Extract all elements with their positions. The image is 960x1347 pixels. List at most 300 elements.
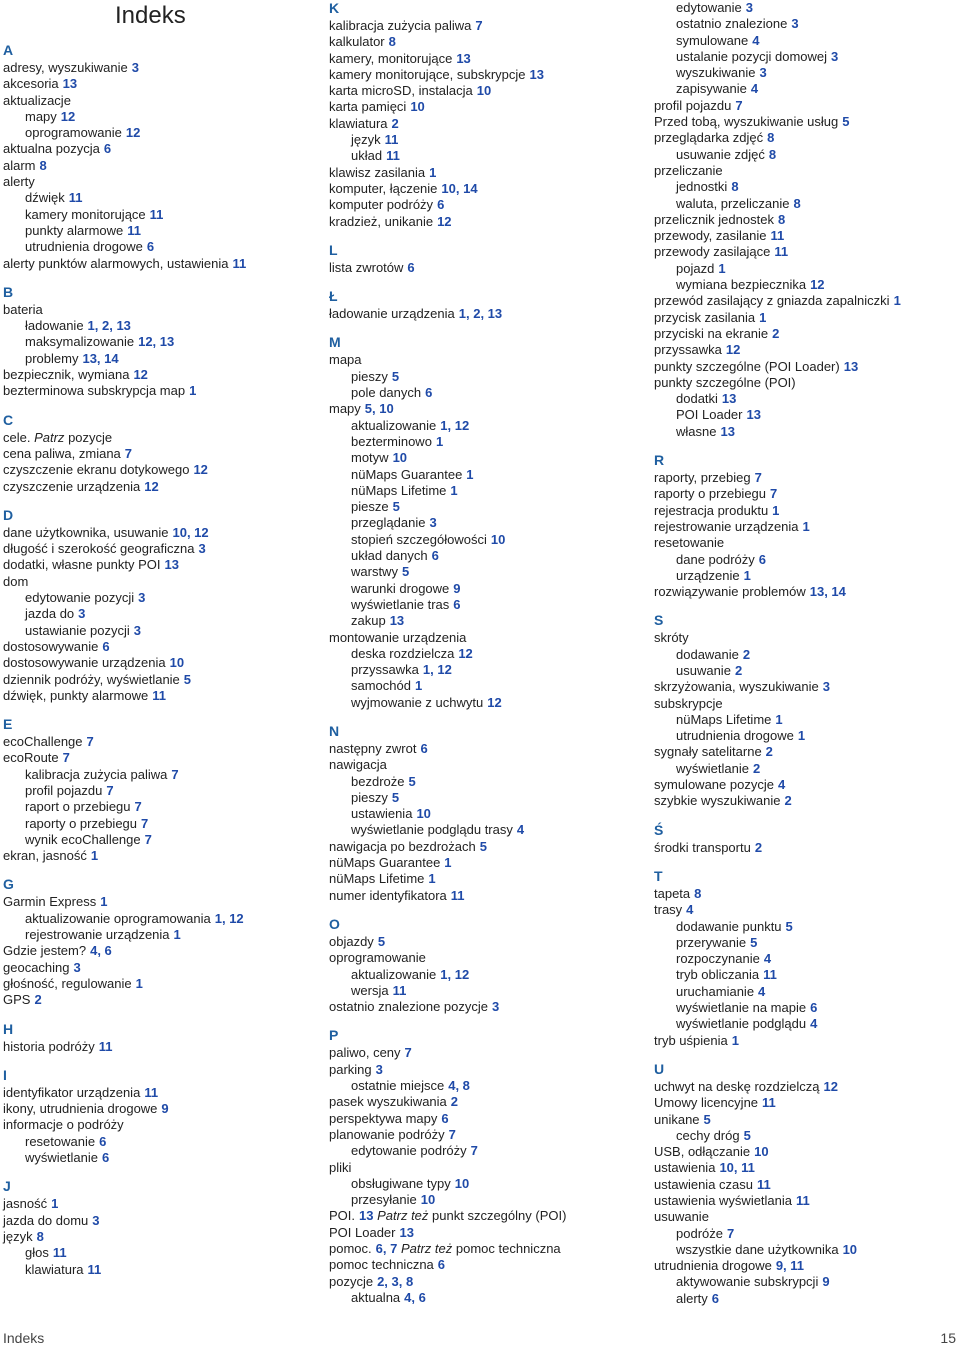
entry-page-link[interactable]: 1	[414, 678, 423, 694]
entry-term	[329, 888, 447, 903]
entry-page-link[interactable]: 4	[758, 983, 766, 999]
entry-page-link[interactable]: 1	[802, 518, 810, 534]
index-entry	[3, 672, 321, 688]
index-subentry	[654, 984, 960, 1000]
entry-page-link[interactable]: 12	[144, 478, 159, 494]
entry-page-link[interactable]: 7	[144, 831, 152, 847]
index-column-3	[654, 0, 960, 1307]
entry-page-link[interactable]: 2, 3, 8	[377, 1273, 414, 1289]
entry-page-link[interactable]: 13	[164, 557, 179, 573]
entry-page-link[interactable]: 4	[516, 822, 525, 838]
entry-term	[351, 581, 449, 596]
entry-page-link[interactable]: 2	[765, 744, 773, 760]
entry-page-link[interactable]: 3	[831, 48, 839, 64]
entry-page-link[interactable]: 6	[711, 1290, 720, 1306]
index-entry	[654, 114, 960, 130]
entry-page-link[interactable]: 4	[686, 902, 694, 918]
entry-term	[329, 999, 488, 1014]
entry-page-link[interactable]: 13	[399, 1224, 414, 1240]
entry-page-link[interactable]: 2	[742, 646, 751, 662]
entry-page-link[interactable]: 11	[762, 1095, 776, 1111]
index-entry	[654, 228, 960, 244]
entry-term-text: pomoc.	[329, 1241, 372, 1256]
entry-page-link[interactable]: 12	[823, 1078, 838, 1094]
index-entry	[3, 446, 321, 462]
entry-page-link[interactable]: 7	[106, 782, 114, 798]
entry-term	[25, 223, 123, 238]
entry-page-link[interactable]: 5	[391, 789, 400, 805]
entry-page-link[interactable]: 6	[810, 1000, 818, 1016]
entry-page-link[interactable]: 1	[435, 433, 444, 449]
entry-term	[351, 597, 449, 612]
entry-page-link[interactable]: 10	[392, 450, 408, 466]
entry-page-link[interactable]: 7	[470, 1143, 478, 1159]
entry-page-link[interactable]: 1, 12	[214, 910, 244, 926]
entry-page-link[interactable]: 7	[475, 18, 483, 33]
entry-page-link[interactable]: 1	[743, 567, 751, 583]
entry-page-link[interactable]: 3	[131, 60, 139, 75]
index-subentry	[329, 148, 647, 164]
entry-page-link[interactable]: 11	[757, 1176, 771, 1192]
entry-page-link[interactable]: 5	[703, 1111, 711, 1127]
entry-page-link[interactable]: 1	[428, 871, 436, 887]
entry-term-text: mapy	[329, 401, 361, 417]
entry-page-link[interactable]: 5	[183, 671, 192, 687]
entry-page-link[interactable]: 4	[777, 777, 786, 793]
entry-term-text: dziennik podróży, wyświetlanie	[3, 671, 180, 687]
entry-term-text: problemy	[25, 350, 79, 366]
entry-page-link[interactable]: 13	[62, 76, 78, 92]
entry-page-link[interactable]: 6	[441, 1110, 449, 1126]
entry-page-link[interactable]: 10	[454, 1175, 470, 1191]
entry-page-link[interactable]: 6	[758, 551, 767, 567]
entry-page-link[interactable]: 3	[138, 590, 146, 606]
entry-page-link[interactable]: 12	[60, 108, 76, 124]
index-entry	[654, 696, 960, 712]
entry-page-link[interactable]: 7	[726, 1225, 735, 1241]
entry-page-link[interactable]: 1	[173, 927, 181, 943]
entry-page-link[interactable]: 1, 2, 13	[458, 306, 503, 322]
entry-page-link[interactable]: 13	[746, 407, 761, 423]
entry-see-target: pomoc techniczna	[455, 1241, 561, 1256]
entry-term	[351, 369, 388, 384]
entry-page-link[interactable]: 10	[410, 99, 425, 115]
index-entry	[329, 888, 647, 904]
entry-term	[25, 1245, 49, 1260]
entry-page-link[interactable]: 1	[90, 848, 99, 864]
entry-page-link[interactable]: 11	[770, 228, 785, 244]
entry-term	[3, 557, 161, 572]
entry-page-link[interactable]: 13	[359, 1208, 374, 1224]
index-entry	[654, 679, 960, 695]
entry-page-link[interactable]: 7	[735, 97, 743, 113]
index-entry	[3, 430, 321, 446]
entry-term	[3, 574, 28, 589]
entry-page-link[interactable]: 5	[750, 934, 758, 950]
entry-page-link[interactable]: 3	[78, 606, 86, 622]
entry-page-link[interactable]: 5	[401, 564, 410, 580]
entry-page-link[interactable]: 4	[750, 81, 759, 97]
entry-term	[654, 679, 819, 694]
entry-page-link[interactable]: 12	[437, 213, 452, 229]
entry-see-label: Patrz też	[400, 1241, 453, 1256]
index-subentry	[3, 606, 321, 622]
entry-page-link[interactable]: 12	[725, 342, 741, 358]
index-entry	[654, 342, 960, 358]
entry-page-link[interactable]: 13	[529, 66, 544, 82]
entry-page-link[interactable]: 1	[51, 1196, 59, 1212]
entry-page-link[interactable]: 11	[763, 967, 777, 983]
index-subentry	[654, 1226, 960, 1242]
entry-page-link[interactable]: 11	[386, 148, 400, 164]
entry-term	[351, 646, 454, 661]
entry-term	[3, 1229, 33, 1244]
entry-page-link[interactable]: 13, 14	[809, 584, 846, 600]
entry-page-link[interactable]: 1, 12	[440, 417, 470, 433]
entry-page-link[interactable]: 10, 12	[172, 524, 209, 540]
entry-term-text: usuwanie	[654, 1209, 709, 1225]
entry-page-link[interactable]: 4	[752, 32, 760, 48]
entry-page-link[interactable]: 8	[39, 157, 47, 173]
entry-see-label: Patrz też	[377, 1208, 429, 1224]
entry-term	[654, 310, 755, 325]
entry-term	[654, 244, 770, 259]
entry-page-link[interactable]: 2	[784, 793, 792, 809]
entry-term	[676, 49, 827, 64]
entry-page-link[interactable]: 2	[772, 325, 780, 341]
entry-page-link[interactable]: 1	[893, 293, 901, 309]
entry-page-link[interactable]: 12	[133, 367, 148, 383]
entry-term-text: klawiatura	[25, 1261, 84, 1277]
entry-term-text: kalkulator	[329, 34, 385, 50]
entry-term-text: piesze	[351, 499, 389, 515]
entry-term	[329, 1127, 445, 1142]
index-subentry	[3, 109, 321, 125]
entry-page-link[interactable]: 2	[450, 1094, 459, 1110]
entry-term	[351, 483, 446, 498]
entry-page-link[interactable]: 1	[189, 383, 197, 399]
entry-page-link[interactable]: 7	[62, 750, 70, 766]
entry-page-link[interactable]: 1	[100, 894, 108, 910]
entry-page-link[interactable]: 7	[86, 734, 94, 750]
entry-page-link[interactable]: 10	[416, 806, 431, 822]
entry-page-link[interactable]: 10	[169, 655, 185, 671]
entry-term-text: ostatnie miejsce	[351, 1078, 445, 1094]
index-entry	[329, 950, 647, 966]
entry-page-link[interactable]: 3	[375, 1061, 383, 1077]
entry-page-link[interactable]: 4	[810, 1016, 818, 1032]
entry-page-link[interactable]: 4, 6	[404, 1289, 426, 1305]
index-entry	[654, 902, 960, 918]
entry-page-link[interactable]: 2	[752, 760, 761, 776]
entry-term-text: nawigacja po bezdrożach	[329, 838, 476, 854]
entry-term-text: komputer, łączenie	[329, 180, 438, 196]
entry-page-link[interactable]: 7	[134, 799, 142, 815]
index-entry	[654, 1144, 960, 1160]
entry-page-link[interactable]: 1	[429, 164, 437, 180]
entry-term-text: pieszy	[351, 789, 388, 805]
entry-page-link[interactable]: 3	[492, 999, 500, 1015]
entry-page-link[interactable]: 13	[389, 613, 405, 629]
index-subentry	[3, 125, 321, 141]
entry-page-link[interactable]: 11	[392, 982, 407, 998]
entry-term	[329, 839, 476, 854]
entry-page-link[interactable]: 7	[448, 1126, 456, 1142]
entry-page-link[interactable]: 3	[745, 0, 754, 15]
entry-page-link[interactable]: 6	[437, 197, 445, 213]
entry-term-text: kamery monitorujące, subskrypcje	[329, 66, 526, 82]
entry-term-text: aktualna	[351, 1289, 401, 1305]
entry-page-link[interactable]: 11	[774, 244, 789, 260]
entry-page-link[interactable]: 11	[68, 190, 83, 206]
entry-term-text: punkty alarmowe	[25, 222, 124, 238]
index-letter-heading: K	[329, 0, 340, 16]
entry-page-link[interactable]: 1	[718, 260, 726, 276]
entry-page-link[interactable]: 1	[450, 482, 458, 498]
entry-term	[329, 99, 406, 114]
index-entry	[3, 541, 321, 557]
entry-page-link[interactable]: 5	[743, 1127, 751, 1143]
entry-term	[654, 1209, 709, 1224]
entry-page-link[interactable]: 13	[843, 358, 859, 374]
entry-page-link[interactable]: 8	[694, 885, 702, 901]
entry-page-link[interactable]: 11	[87, 1261, 102, 1277]
entry-term-text: aktualizowanie oprogramowania	[25, 910, 211, 926]
entry-page-link[interactable]: 12	[458, 645, 473, 661]
entry-page-link[interactable]: 11	[149, 206, 164, 222]
entry-page-link[interactable]: 5	[377, 933, 386, 949]
entry-page-link[interactable]: 12, 13	[138, 334, 175, 350]
index-subentry	[329, 597, 647, 613]
entry-term-text: język	[3, 1228, 33, 1244]
entry-term-text: waluta, przeliczanie	[676, 195, 790, 211]
entry-term	[676, 1016, 806, 1031]
entry-page-link[interactable]: 9	[161, 1101, 169, 1117]
entry-page-link[interactable]: 10	[490, 531, 506, 547]
entry-page-link[interactable]: 1, 12	[440, 966, 470, 982]
entry-term	[654, 293, 890, 308]
entry-page-link[interactable]: 1	[772, 502, 780, 518]
entry-term-text: kalibracja zużycia paliwa	[25, 766, 168, 782]
index-subentry	[654, 935, 960, 951]
entry-term-text: utrudnienia drogowe	[25, 239, 143, 255]
index-subentry	[329, 695, 647, 711]
entry-page-link[interactable]: 6	[101, 1150, 110, 1166]
entry-page-link[interactable]: 11	[796, 1193, 810, 1208]
entry-page-link[interactable]: 3	[73, 959, 81, 975]
entry-page-link[interactable]: 11	[144, 1084, 159, 1100]
entry-page-link[interactable]: 8	[777, 211, 786, 227]
entry-page-link[interactable]: 1	[731, 1032, 739, 1048]
entry-page-link[interactable]: 13	[720, 423, 735, 439]
entry-page-link[interactable]: 6	[437, 1257, 446, 1273]
entry-page-link[interactable]: 5	[842, 114, 850, 130]
entry-page-link[interactable]: 1, 12	[422, 662, 452, 678]
entry-page-link[interactable]: 3	[133, 622, 142, 638]
index-subentry	[3, 783, 321, 799]
entry-page-link[interactable]: 9, 11	[775, 1258, 805, 1274]
entry-page-link[interactable]: 9	[822, 1274, 830, 1290]
entry-page-link[interactable]: 4, 6	[90, 943, 112, 959]
entry-page-link[interactable]: 10	[754, 1144, 769, 1160]
entry-page-link[interactable]: 8	[36, 1228, 44, 1244]
entry-page-link[interactable]: 6	[431, 548, 439, 564]
entry-page-link[interactable]: 10	[842, 1241, 858, 1257]
entry-page-link[interactable]: 5	[785, 918, 793, 934]
entry-page-link[interactable]: 6	[102, 638, 110, 654]
entry-page-link[interactable]: 5, 10	[364, 401, 394, 417]
entry-term	[654, 228, 766, 243]
entry-term	[329, 855, 440, 870]
entry-page-link[interactable]: 3	[791, 16, 799, 32]
entry-page-link[interactable]: 9	[453, 580, 461, 596]
entry-page-link[interactable]: 12	[487, 694, 502, 710]
entry-page-link[interactable]: 10, 14	[441, 180, 478, 196]
entry-page-link[interactable]: 11	[127, 222, 142, 238]
index-subentry	[654, 391, 960, 407]
entry-term-text: kamery monitorujące	[25, 206, 146, 222]
entry-term	[3, 141, 100, 156]
entry-term	[676, 179, 727, 194]
entry-page-link[interactable]: 6	[407, 259, 415, 275]
entry-page-link[interactable]: 10	[420, 1192, 436, 1208]
index-subentry	[329, 790, 647, 806]
index-subentry	[329, 532, 647, 548]
entry-term	[25, 109, 57, 124]
index-letter-heading: T	[654, 867, 663, 884]
entry-page-link[interactable]: 4, 8	[448, 1078, 470, 1094]
entry-page-link[interactable]: 7	[171, 766, 179, 782]
entry-page-link[interactable]: 11	[52, 1245, 67, 1261]
index-entry	[329, 1160, 647, 1176]
entry-page-link[interactable]: 11	[98, 1038, 113, 1054]
entry-term	[3, 93, 71, 108]
index-subentry	[654, 65, 960, 81]
entry-term	[676, 1242, 839, 1257]
entry-page-link[interactable]: 1	[466, 466, 474, 482]
entry-page-link[interactable]: 4	[763, 951, 772, 967]
entry-term-text: bezterminowo	[351, 433, 432, 449]
index-subentry	[3, 239, 321, 255]
entry-page-link[interactable]: 8	[767, 130, 775, 146]
entry-page-link[interactable]: 13	[721, 391, 737, 407]
entry-page-link[interactable]: 6	[99, 1133, 107, 1149]
entry-page-link[interactable]: 11	[450, 887, 465, 903]
entry-page-link[interactable]: 7	[124, 445, 133, 461]
entry-page-link[interactable]: 2	[734, 662, 743, 678]
entry-term-text: rejestrowanie urządzenia	[654, 518, 799, 534]
entry-page-link[interactable]: 12	[125, 125, 141, 141]
entry-term-text: pomoc techniczna	[329, 1257, 434, 1273]
entry-page-link[interactable]: 1	[775, 711, 783, 727]
entry-term	[676, 1274, 818, 1289]
entry-page-link[interactable]: 3	[429, 515, 437, 531]
entry-page-link[interactable]: 5	[392, 499, 400, 515]
entry-page-link[interactable]: 3	[92, 1212, 100, 1228]
entry-page-link[interactable]: 5	[391, 368, 400, 384]
entry-term-text: numer identyfikatora	[329, 887, 447, 903]
entry-page-link[interactable]: 5	[479, 838, 487, 854]
entry-term	[329, 401, 361, 416]
entry-page-link[interactable]: 2	[391, 115, 399, 131]
entry-page-link[interactable]: 6	[146, 239, 155, 255]
entry-term-text: rozwiązywanie problemów	[654, 584, 806, 600]
entry-term	[3, 734, 83, 749]
entry-page-link[interactable]: 1	[444, 855, 452, 871]
entry-page-link[interactable]: 6	[425, 385, 433, 401]
entry-term-text: dane użytkownika, usuwanie	[3, 524, 169, 540]
entry-page-link[interactable]: 1, 2, 13	[87, 318, 131, 334]
entry-term	[654, 1144, 750, 1159]
entry-page-link[interactable]: 7	[754, 470, 762, 486]
entry-page-link[interactable]: 1	[797, 728, 806, 744]
entry-page-link[interactable]: 1	[135, 975, 143, 991]
entry-page-link[interactable]: 7	[141, 815, 149, 831]
entry-page-link[interactable]: 5	[408, 773, 416, 789]
entry-page-link[interactable]: 6, 7	[375, 1241, 398, 1256]
entry-page-link[interactable]: 6	[103, 141, 112, 157]
entry-term	[676, 761, 749, 776]
entry-term-text: ustawienia czasu	[654, 1176, 753, 1192]
entry-page-link[interactable]: 11	[232, 255, 247, 271]
entry-page-link[interactable]: 8	[731, 179, 739, 195]
entry-page-link[interactable]: 3	[198, 541, 206, 557]
entry-term	[3, 1213, 88, 1228]
entry-term-text: samochód	[351, 678, 411, 694]
entry-term	[329, 1208, 355, 1223]
entry-term-text: GPS	[3, 992, 31, 1008]
entry-page-link[interactable]: 8	[793, 195, 801, 211]
entry-page-link[interactable]: 11	[152, 687, 166, 703]
entry-term-text: symulowane pozycje	[654, 777, 774, 793]
entry-page-link[interactable]: 3	[759, 65, 767, 81]
index-letter-heading: N	[329, 722, 340, 739]
entry-page-link[interactable]: 12	[193, 462, 208, 478]
index-letter-heading: C	[3, 411, 14, 428]
index-entry	[3, 525, 321, 541]
entry-term-text: maksymalizowanie	[25, 334, 135, 350]
index-subentry	[654, 1291, 960, 1307]
entry-page-link[interactable]: 1	[759, 309, 767, 325]
entry-page-link[interactable]: 13, 14	[82, 350, 119, 366]
entry-page-link[interactable]: 6	[420, 740, 428, 756]
entry-term	[3, 943, 86, 958]
entry-term-text: ekran, jasność	[3, 848, 87, 864]
entry-page-link[interactable]: 7	[404, 1045, 412, 1061]
entry-page-link[interactable]: 8	[388, 34, 396, 50]
entry-term	[654, 1177, 753, 1192]
entry-term-text: resetowanie	[654, 535, 725, 551]
index-entry	[654, 1193, 960, 1209]
entry-page-link[interactable]: 3	[822, 679, 830, 695]
entry-page-link[interactable]: 2	[34, 992, 42, 1008]
entry-page-link[interactable]: 8	[768, 146, 777, 162]
entry-term-text: utrudnienia drogowe	[654, 1258, 772, 1274]
entry-page-link[interactable]: 6	[453, 596, 461, 612]
entry-page-link[interactable]: 12	[810, 277, 825, 293]
entry-page-link[interactable]: 13	[456, 50, 471, 66]
entry-page-link[interactable]: 10	[476, 83, 492, 99]
entry-page-link[interactable]: 10, 11	[719, 1160, 755, 1176]
index-subentry	[329, 132, 647, 148]
entry-term-text: pliki	[329, 1159, 352, 1175]
entry-term-text: tryb uśpienia	[654, 1032, 728, 1048]
entry-page-link[interactable]: 11	[384, 132, 399, 148]
entry-page-link[interactable]: 2	[754, 839, 763, 855]
entry-page-link[interactable]: 7	[770, 486, 778, 502]
entry-term-text: POI Loader	[676, 407, 743, 423]
index-subentry	[3, 590, 321, 606]
